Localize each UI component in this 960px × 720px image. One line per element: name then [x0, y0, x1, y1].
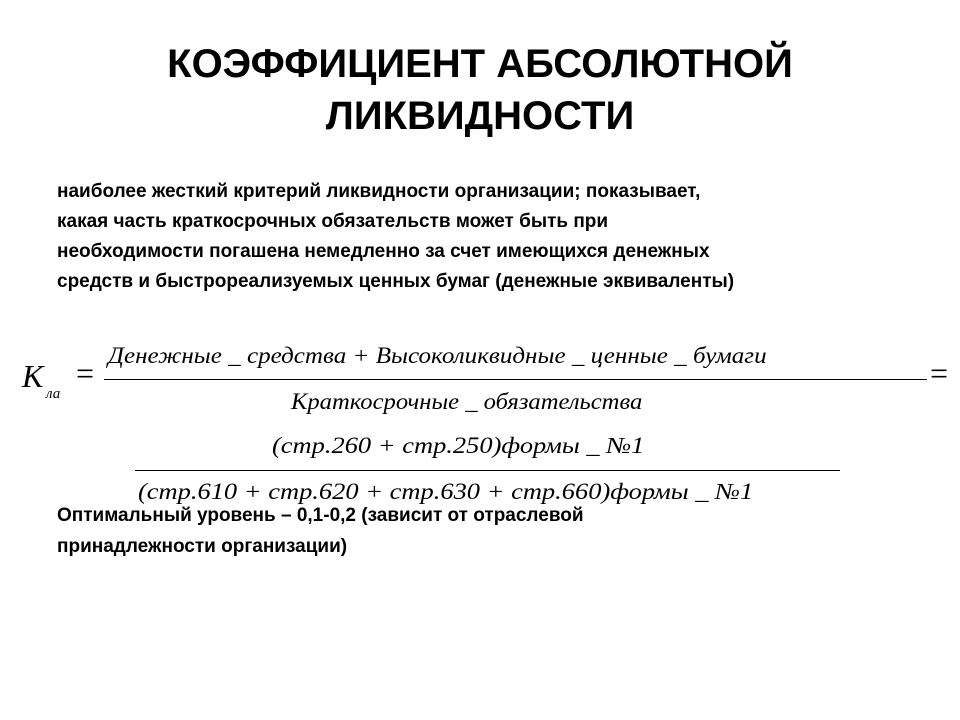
optimal-level-text: [57, 500, 757, 562]
equals-sign-2: =: [930, 355, 949, 391]
fraction-line-2: [135, 470, 840, 471]
definition-line-4: средств и быстрореализуемых ценных бумаг (денежные эквиваленты): [57, 271, 735, 292]
formula-numerator: Денежные _ средства + Высоколиквидные _ ценные _ бумаги: [108, 343, 767, 368]
definition-line-1: наиболее жесткий критерий ликвидности организации; показывает,: [57, 181, 701, 202]
title-line-2: ЛИКВИДНОСТИ: [325, 94, 635, 138]
coefficient-subscript: ла: [46, 386, 61, 402]
formula-denominator: Краткосрочные _ обязательства: [291, 389, 643, 414]
definition-line-3: необходимости погашена немедленно за счет имеющихся денежных: [57, 241, 710, 262]
formula-numerator-lines: (стр.260 + стр.250)формы _ №1: [272, 433, 645, 458]
formula-denominator-lines: (стр.610 + стр.620 + стр.630 + стр.660)формы _ №1: [138, 479, 754, 504]
coefficient-symbol: K: [22, 358, 44, 394]
optimal-line-1: Оптимальный уровень – 0,1-0,2 (зависит от отраслевой: [57, 505, 584, 526]
fraction-line-1: [104, 379, 927, 380]
definition-line-2: какая часть краткосрочных обязательств может быть при: [57, 211, 609, 232]
title-line-1: КОЭФФИЦИЕНТ АБСОЛЮТНОЙ: [167, 42, 793, 86]
optimal-line-2: принадлежности организации): [57, 536, 348, 557]
equals-sign-1: =: [76, 355, 95, 391]
